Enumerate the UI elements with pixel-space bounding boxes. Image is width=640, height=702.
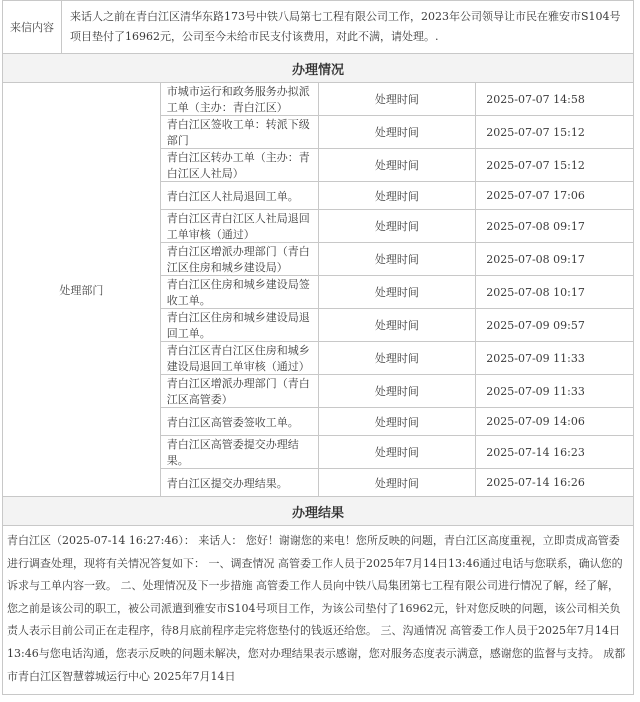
step-time-label: 处理时间 — [318, 182, 476, 210]
step-description: 青白江区住房和城乡建设局签收工单。 — [160, 276, 318, 309]
step-description: 青白江区人社局退回工单。 — [160, 182, 318, 210]
work-order-page — [2, 0, 634, 695]
letter-row — [3, 1, 634, 54]
step-time-label: 处理时间 — [318, 309, 476, 342]
step-time-label: 处理时间 — [318, 116, 476, 149]
step-time-label: 处理时间 — [318, 469, 476, 497]
step-time-value: 2025-07-08 10:17 — [476, 276, 634, 309]
processing-header-row — [3, 54, 634, 83]
step-time-value: 2025-07-07 15:12 — [476, 149, 634, 182]
processing-steps — [3, 83, 634, 497]
step-time-label: 处理时间 — [318, 83, 476, 116]
step-time-value: 2025-07-08 09:17 — [476, 210, 634, 243]
step-time-value: 2025-07-14 16:23 — [476, 436, 634, 469]
step-description: 青白江区高管委签收工单。 — [160, 408, 318, 436]
step-description: 青白江区青白江区人社局退回工单审核（通过） — [160, 210, 318, 243]
step-time-label: 处理时间 — [318, 436, 476, 469]
step-time-label: 处理时间 — [318, 342, 476, 375]
result-header-row — [3, 497, 634, 526]
step-time-value: 2025-07-07 14:58 — [476, 83, 634, 116]
step-description: 青白江区增派办理部门（青白江区高管委） — [160, 375, 318, 408]
letter-label: 来信内容 — [3, 1, 62, 54]
step-time-label: 处理时间 — [318, 243, 476, 276]
step-time-value: 2025-07-09 11:33 — [476, 375, 634, 408]
step-description: 市城市运行和政务服务办拟派工单（主办：青白江区） — [160, 83, 318, 116]
step-time-value: 2025-07-14 16:26 — [476, 469, 634, 497]
processing-table — [2, 53, 634, 497]
step-description: 青白江区签收工单：转派下级部门 — [160, 116, 318, 149]
step-description: 青白江区转办工单（主办：青白江区人社局） — [160, 149, 318, 182]
processing-section-title: 办理情况 — [3, 54, 634, 83]
step-description: 青白江区提交办理结果。 — [160, 469, 318, 497]
step-time-value: 2025-07-07 15:12 — [476, 116, 634, 149]
step-description: 青白江区高管委提交办理结果。 — [160, 436, 318, 469]
process-step-row — [3, 83, 634, 116]
result-table — [2, 496, 634, 695]
step-time-label: 处理时间 — [318, 276, 476, 309]
result-text: 青白江区（2025-07-14 16:27:46）： 来话人： 您好！谢谢您的来电！您所反映的问题，青白江区高度重视，立即责成高管委进行调查处理，现将有关情况答复如下： 一、调查情况 高管委工作人员于2025年7月14日13:46通过电话与您联系，确认您的诉求与工单内容一致。 二、处理情况及下一步措施 高管委工作人员向中铁八局集团第七工程有限公司进行情况了解，经了解，您之前是该公司的职工，被公司派遣到雅安市S104号项目工作，为该公司垫付了16962元，针对您反映的问题，该公司相关负责人表示目前公司正在走程序，待8月底前程序走完将您垫付的钱返还给您。 三、沟通情况 高管委工作人员于2025年7月14日13:46与您电话沟通，您表示反映的问题未解决，您对办理结果表示感谢，您对服务态度表示满意，感谢您的监督与支持。 成都市青白江区智慧蓉城运行中心 2025年7月14日 — [3, 526, 634, 695]
result-section-title: 办理结果 — [3, 497, 634, 526]
step-time-value: 2025-07-09 11:33 — [476, 342, 634, 375]
step-time-value: 2025-07-07 17:06 — [476, 182, 634, 210]
step-description: 青白江区住房和城乡建设局退回工单。 — [160, 309, 318, 342]
step-time-value: 2025-07-09 14:06 — [476, 408, 634, 436]
step-description: 青白江区增派办理部门（青白江区住房和城乡建设局） — [160, 243, 318, 276]
dept-label: 处理部门 — [3, 83, 161, 497]
step-time-label: 处理时间 — [318, 210, 476, 243]
result-row — [3, 526, 634, 695]
letter-content: 来话人之前在青白江区清华东路173号中铁八局第七工程有限公司工作，2023年公司领导让市民在雅安市S104号项目垫付了16962元，公司至今未给市民支付该费用，对此不满，请处理。. — [62, 1, 634, 54]
step-description: 青白江区青白江区住房和城乡建设局退回工单审核（通过） — [160, 342, 318, 375]
step-time-label: 处理时间 — [318, 408, 476, 436]
letter-table — [2, 0, 634, 54]
step-time-value: 2025-07-08 09:17 — [476, 243, 634, 276]
step-time-label: 处理时间 — [318, 149, 476, 182]
step-time-value: 2025-07-09 09:57 — [476, 309, 634, 342]
step-time-label: 处理时间 — [318, 375, 476, 408]
